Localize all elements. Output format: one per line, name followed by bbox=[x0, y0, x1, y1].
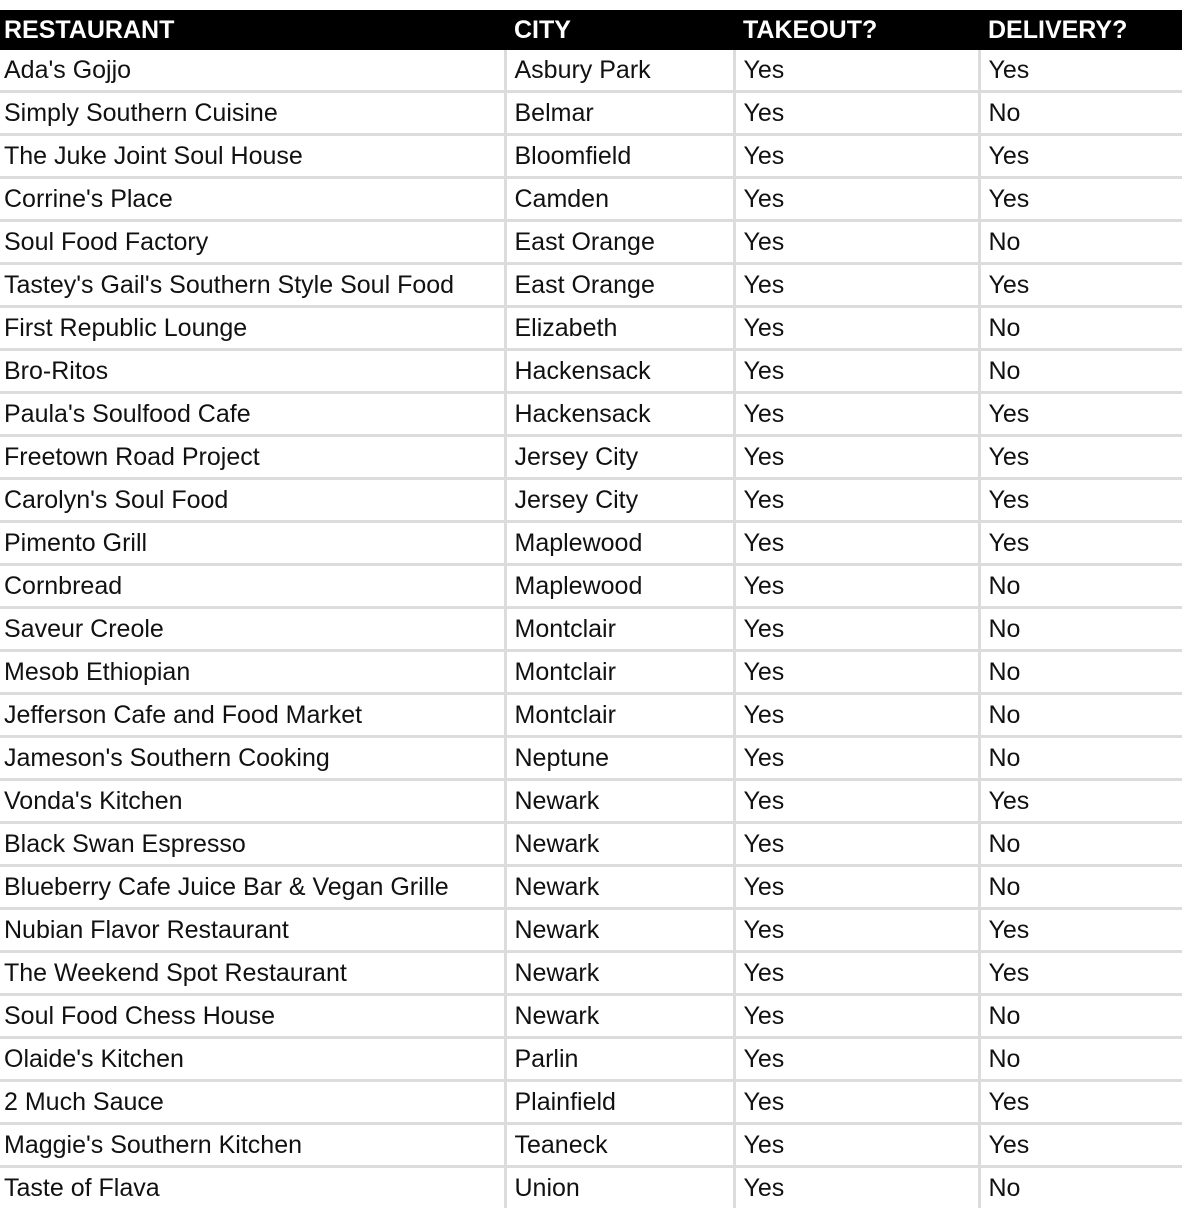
takeout-cell: Yes bbox=[734, 307, 979, 350]
table-row bbox=[0, 92, 1182, 135]
delivery-cell: No bbox=[979, 350, 1182, 393]
table-row bbox=[0, 436, 1182, 479]
delivery-cell: Yes bbox=[979, 1124, 1182, 1167]
restaurant-cell: Paula's Soulfood Cafe bbox=[0, 393, 505, 436]
delivery-cell: No bbox=[979, 92, 1182, 135]
restaurant-cell: Maggie's Southern Kitchen bbox=[0, 1124, 505, 1167]
takeout-cell: Yes bbox=[734, 479, 979, 522]
city-cell: Montclair bbox=[505, 608, 734, 651]
restaurant-cell: Tastey's Gail's Southern Style Soul Food bbox=[0, 264, 505, 307]
table-row bbox=[0, 565, 1182, 608]
table-header bbox=[0, 10, 1182, 50]
header-takeout: TAKEOUT? bbox=[734, 10, 979, 50]
table-row bbox=[0, 350, 1182, 393]
delivery-cell: No bbox=[979, 608, 1182, 651]
takeout-cell: Yes bbox=[734, 1167, 979, 1209]
delivery-cell: Yes bbox=[979, 50, 1182, 92]
city-cell: Newark bbox=[505, 995, 734, 1038]
takeout-cell: Yes bbox=[734, 651, 979, 694]
table-row bbox=[0, 307, 1182, 350]
delivery-cell: No bbox=[988, 1173, 1021, 1202]
city-cell: Bloomfield bbox=[505, 135, 734, 178]
takeout-cell: Yes bbox=[734, 1081, 979, 1124]
city-cell: Maplewood bbox=[505, 522, 734, 565]
table-row bbox=[0, 780, 1182, 823]
restaurant-cell: Ada's Gojjo bbox=[0, 50, 505, 92]
delivery-cell: Yes bbox=[979, 264, 1182, 307]
restaurant-cell: The Juke Joint Soul House bbox=[0, 135, 505, 178]
restaurant-cell: Blueberry Cafe Juice Bar & Vegan Grille bbox=[0, 866, 505, 909]
takeout-cell: Yes bbox=[734, 221, 979, 264]
restaurant-cell: Jameson's Southern Cooking bbox=[0, 737, 505, 780]
city-cell: Elizabeth bbox=[505, 307, 734, 350]
takeout-cell: Yes bbox=[734, 780, 979, 823]
city-cell: Montclair bbox=[505, 694, 734, 737]
delivery-cell: Yes bbox=[979, 522, 1182, 565]
table-row bbox=[0, 522, 1182, 565]
takeout-cell: Yes bbox=[734, 565, 979, 608]
restaurant-cell: First Republic Lounge bbox=[0, 307, 505, 350]
table-row bbox=[0, 393, 1182, 436]
city-cell: Belmar bbox=[505, 92, 734, 135]
city-cell: Teaneck bbox=[505, 1124, 734, 1167]
delivery-cell: No bbox=[979, 995, 1182, 1038]
takeout-cell: Yes bbox=[734, 909, 979, 952]
delivery-cell: Yes bbox=[979, 393, 1182, 436]
city-cell: Hackensack bbox=[505, 350, 734, 393]
city-cell: Montclair bbox=[505, 651, 734, 694]
city-cell: East Orange bbox=[505, 221, 734, 264]
delivery-cell: Yes bbox=[979, 909, 1182, 952]
city-cell: Maplewood bbox=[505, 565, 734, 608]
takeout-cell: Yes bbox=[734, 522, 979, 565]
header-row bbox=[0, 10, 1182, 50]
table-row bbox=[0, 135, 1182, 178]
table-row bbox=[0, 50, 1182, 92]
takeout-cell: Yes bbox=[734, 694, 979, 737]
city-cell: Neptune bbox=[505, 737, 734, 780]
table-row bbox=[0, 479, 1182, 522]
city-cell: Newark bbox=[505, 909, 734, 952]
restaurant-cell: Taste of Flava bbox=[0, 1167, 505, 1209]
delivery-cell: Yes bbox=[979, 1081, 1182, 1124]
restaurant-cell: Corrine's Place bbox=[0, 178, 505, 221]
takeout-cell: Yes bbox=[734, 608, 979, 651]
table-row bbox=[0, 178, 1182, 221]
table-row bbox=[0, 694, 1182, 737]
restaurant-cell: Mesob Ethiopian bbox=[0, 651, 505, 694]
takeout-cell: Yes bbox=[734, 436, 979, 479]
takeout-cell: Yes bbox=[734, 178, 979, 221]
city-cell: Asbury Park bbox=[505, 50, 734, 92]
table-row bbox=[0, 737, 1182, 780]
takeout-cell: Yes bbox=[734, 995, 979, 1038]
restaurant-cell: Cornbread bbox=[0, 565, 505, 608]
restaurant-cell: The Weekend Spot Restaurant bbox=[0, 952, 505, 995]
delivery-cell: No bbox=[979, 307, 1182, 350]
restaurant-cell: Saveur Creole bbox=[0, 608, 505, 651]
takeout-cell: Yes bbox=[734, 952, 979, 995]
city-cell: Parlin bbox=[505, 1038, 734, 1081]
table-row bbox=[0, 651, 1182, 694]
delivery-cell: Yes bbox=[979, 780, 1182, 823]
restaurant-cell: Soul Food Chess House bbox=[0, 995, 505, 1038]
takeout-cell: Yes bbox=[734, 350, 979, 393]
restaurant-cell: Pimento Grill bbox=[0, 522, 505, 565]
delivery-cell: No bbox=[979, 823, 1182, 866]
table-body bbox=[0, 50, 1182, 1208]
delivery-cell: Yes bbox=[979, 479, 1182, 522]
delivery-cell: No bbox=[979, 221, 1182, 264]
table-row bbox=[0, 1167, 1182, 1209]
table-row bbox=[0, 1124, 1182, 1167]
takeout-cell: Yes bbox=[734, 1038, 979, 1081]
takeout-cell: Yes bbox=[734, 393, 979, 436]
city-cell: Newark bbox=[505, 866, 734, 909]
header-restaurant: RESTAURANT bbox=[0, 10, 505, 50]
takeout-cell: Yes bbox=[734, 264, 979, 307]
header-delivery: DELIVERY? bbox=[979, 10, 1182, 50]
restaurant-cell: Freetown Road Project bbox=[0, 436, 505, 479]
restaurant-cell: 2 Much Sauce bbox=[0, 1081, 505, 1124]
city-cell: Newark bbox=[505, 823, 734, 866]
table-row bbox=[0, 608, 1182, 651]
takeout-cell: Yes bbox=[734, 1124, 979, 1167]
delivery-cell: Yes bbox=[979, 952, 1182, 995]
city-cell: East Orange bbox=[505, 264, 734, 307]
restaurant-cell: Jefferson Cafe and Food Market bbox=[0, 694, 505, 737]
restaurant-table bbox=[0, 10, 1182, 1208]
delivery-cell: No bbox=[979, 694, 1182, 737]
table-row bbox=[0, 909, 1182, 952]
delivery-cell: Yes bbox=[979, 178, 1182, 221]
city-cell: Camden bbox=[505, 178, 734, 221]
city-cell: Union bbox=[505, 1167, 734, 1209]
restaurant-cell: Vonda's Kitchen bbox=[0, 780, 505, 823]
delivery-cell: No bbox=[979, 1038, 1182, 1081]
restaurant-table-container bbox=[0, 10, 1182, 1208]
table-row bbox=[0, 866, 1182, 909]
takeout-cell: Yes bbox=[734, 50, 979, 92]
city-cell: Plainfield bbox=[505, 1081, 734, 1124]
takeout-cell: Yes bbox=[734, 866, 979, 909]
delivery-cell: Yes bbox=[979, 436, 1182, 479]
delivery-cell: No bbox=[979, 651, 1182, 694]
delivery-cell: No bbox=[979, 737, 1182, 780]
header-city: CITY bbox=[505, 10, 734, 50]
table-row bbox=[0, 1038, 1182, 1081]
restaurant-cell: Nubian Flavor Restaurant bbox=[0, 909, 505, 952]
city-cell: Newark bbox=[505, 952, 734, 995]
restaurant-cell: Olaide's Kitchen bbox=[0, 1038, 505, 1081]
takeout-cell: Yes bbox=[734, 135, 979, 178]
takeout-cell: Yes bbox=[734, 823, 979, 866]
restaurant-cell: Black Swan Espresso bbox=[0, 823, 505, 866]
takeout-cell: Yes bbox=[734, 737, 979, 780]
table-row bbox=[0, 221, 1182, 264]
table-row bbox=[0, 995, 1182, 1038]
delivery-cell: No bbox=[979, 565, 1182, 608]
restaurant-cell: Carolyn's Soul Food bbox=[0, 479, 505, 522]
restaurant-cell: Soul Food Factory bbox=[0, 221, 505, 264]
city-cell: Jersey City bbox=[505, 436, 734, 479]
restaurant-cell: Bro-Ritos bbox=[0, 350, 505, 393]
delivery-cell: Yes bbox=[979, 135, 1182, 178]
table-row bbox=[0, 264, 1182, 307]
restaurant-cell: Simply Southern Cuisine bbox=[0, 92, 505, 135]
city-cell: Newark bbox=[505, 780, 734, 823]
delivery-cell: No bbox=[979, 866, 1182, 909]
city-cell: Hackensack bbox=[505, 393, 734, 436]
table-row bbox=[0, 1081, 1182, 1124]
table-row bbox=[0, 823, 1182, 866]
table-row bbox=[0, 952, 1182, 995]
takeout-cell: Yes bbox=[734, 92, 979, 135]
city-cell: Jersey City bbox=[505, 479, 734, 522]
